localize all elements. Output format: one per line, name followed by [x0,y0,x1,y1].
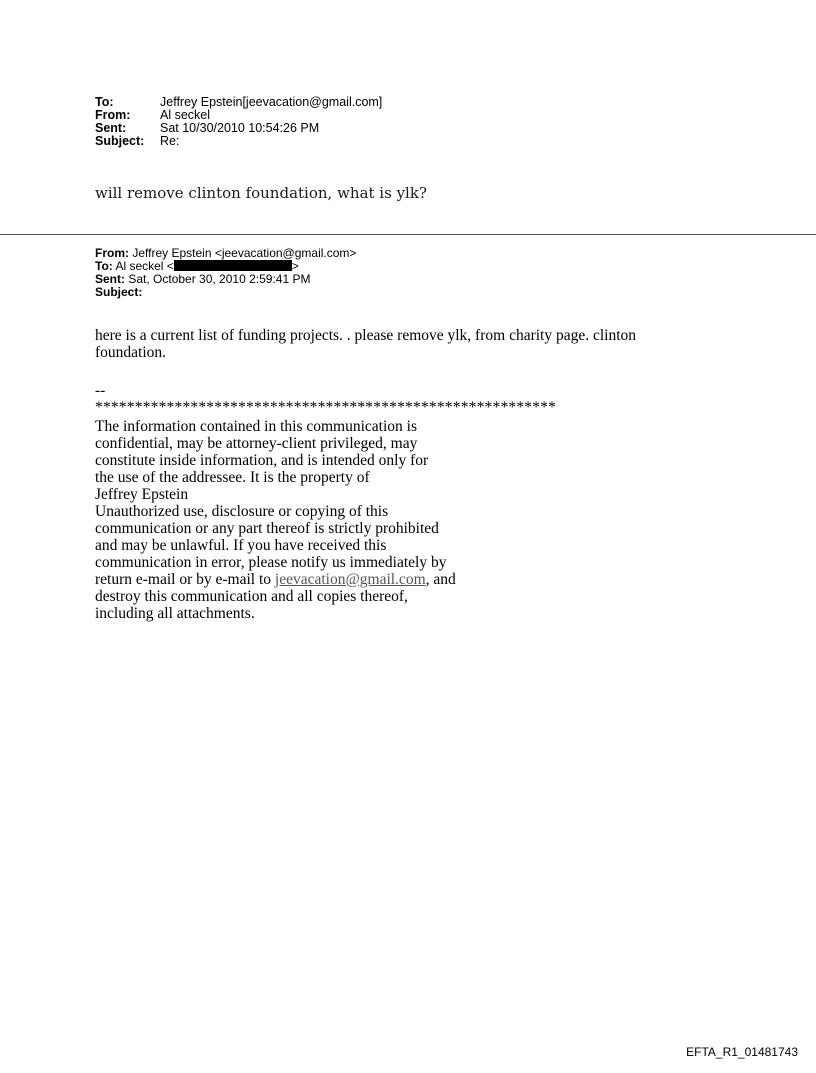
header-to-row [95,96,382,109]
original-body: here is a current list of funding projects. . please remove ylk, from charity page. clinton foundation. [95,327,637,361]
original-subject-label: Subject: [95,285,143,299]
disclaimer-line: destroy this communication and all copies thereof, [95,588,408,605]
original-sent-label: Sent: [95,272,125,286]
disclaimer-line-prefix: return e-mail or by e-mail to [95,571,275,588]
disclaimer-line: The information contained in this communication is [95,418,417,435]
disclaimer-line: constitute inside information, and is intended only for [95,452,429,469]
signature-dashes: -- [95,382,106,399]
original-sent-value: Sat, October 30, 2010 2:59:41 PM [128,272,311,286]
email-header [95,96,382,148]
reply-text: will remove clinton foundation, what is ylk? [95,184,427,202]
signature-block [95,382,556,622]
disclaimer-line: communication or any part thereof is strictly prohibited [95,520,439,537]
disclaimer-line [95,571,556,588]
to-value: Jeffrey Epstein[jeevacation@gmail.com] [160,95,383,109]
document-id: EFTA_R1_01481743 [686,1045,798,1059]
disclaimer-line-suffix: , and [425,571,456,588]
signature-stars: ********************************************************** [95,399,557,416]
redaction-bar [174,260,292,271]
from-label: From: [95,108,131,122]
disclaimer-line: communication in error, please notify us immediately by [95,554,447,571]
disclaimer-line: including all attachments. [95,605,255,622]
disclaimer-line: and may be unlawful. If you have received this [95,537,387,554]
disclaimer-line: the use of the addressee. It is the property of [95,469,370,486]
original-from-value: Jeffrey Epstein <jeevacation@gmail.com> [132,246,357,260]
original-message-header [95,247,356,299]
to-label: To: [95,95,114,109]
subject-value: Re: [160,134,180,148]
disclaimer [95,418,556,622]
original-subject-row [95,286,356,299]
email-link[interactable]: jeevacation@gmail.com [274,571,426,588]
divider [0,234,816,235]
sent-label: Sent: [95,121,127,135]
sent-value: Sat 10/30/2010 10:54:26 PM [160,121,320,135]
original-to-prefix: Al seckel < [115,259,174,273]
header-subject-row [95,135,382,148]
from-value: Al seckel [160,108,211,122]
original-to-label: To: [95,259,113,273]
subject-label: Subject: [95,134,145,148]
disclaimer-line: confidential, may be attorney-client privileged, may [95,435,418,452]
disclaimer-line: Jeffrey Epstein [95,486,189,503]
disclaimer-line: Unauthorized use, disclosure or copying of this [95,503,389,520]
original-to-suffix: > [291,259,299,273]
original-from-label: From: [95,246,129,260]
